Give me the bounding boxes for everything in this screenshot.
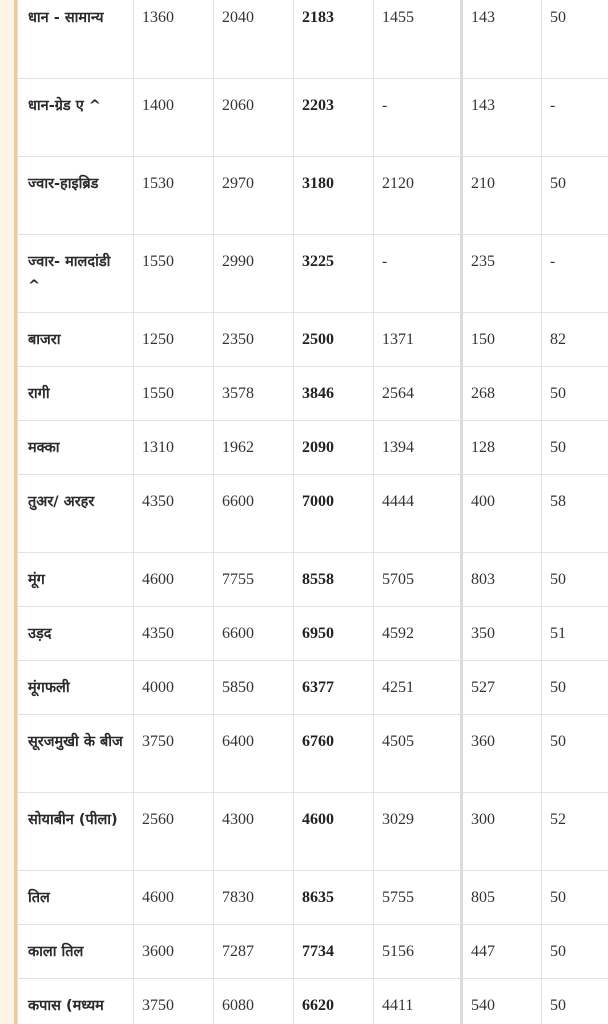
value-cell: 2060 [214,79,294,157]
value-cell: 4350 [134,607,214,661]
value-cell: 7830 [214,871,294,925]
msp-value-cell: 2500 [294,313,374,367]
msp-value-cell: 3846 [294,367,374,421]
value-cell: 2990 [214,235,294,313]
crop-name-cell: सूरजमुखी के बीज [18,715,134,793]
value-cell: 1962 [214,421,294,475]
msp-value-cell: 2090 [294,421,374,475]
crop-name-cell: ज्वार-हाइब्रिड [18,157,134,235]
value-cell: 50 [542,925,608,979]
value-cell: 52 [542,793,608,871]
table-row [18,421,608,475]
value-cell: 4411 [374,979,462,1024]
left-margin-strip [0,0,14,1024]
value-cell: 1360 [134,0,214,79]
msp-value-cell: 2203 [294,79,374,157]
value-cell: 805 [462,871,542,925]
table-row [18,925,608,979]
value-cell: 50 [542,979,608,1024]
value-cell: 3600 [134,925,214,979]
value-cell: 1455 [374,0,462,79]
table-row [18,235,608,313]
value-cell: 58 [542,475,608,553]
value-cell: 2120 [374,157,462,235]
value-cell: 6080 [214,979,294,1024]
value-cell: 1530 [134,157,214,235]
value-cell: 150 [462,313,542,367]
value-cell: - [374,79,462,157]
msp-value-cell: 3225 [294,235,374,313]
table-row [18,661,608,715]
value-cell: 4350 [134,475,214,553]
crop-name-cell: मूंग [18,553,134,607]
crop-name-cell: बाजरा [18,313,134,367]
value-cell: 360 [462,715,542,793]
value-cell: 6600 [214,607,294,661]
table-row [18,475,608,553]
value-cell: 50 [542,421,608,475]
value-cell: 1371 [374,313,462,367]
value-cell: 128 [462,421,542,475]
msp-value-cell: 3180 [294,157,374,235]
crop-name-cell: रागी [18,367,134,421]
value-cell: 350 [462,607,542,661]
msp-table [17,0,608,1024]
crop-name-cell: तिल [18,871,134,925]
crop-name-cell: धान-ग्रेड ए ^ [18,79,134,157]
value-cell: 1550 [134,367,214,421]
value-cell: 143 [462,0,542,79]
value-cell: - [542,79,608,157]
value-cell: 5755 [374,871,462,925]
table-row [18,79,608,157]
value-cell: 210 [462,157,542,235]
value-cell: 50 [542,157,608,235]
value-cell: 1400 [134,79,214,157]
crop-name-cell: सोयाबीन (पीला) [18,793,134,871]
value-cell: 400 [462,475,542,553]
value-cell: 4600 [134,871,214,925]
table-row [18,871,608,925]
crop-name-cell: मूंगफली [18,661,134,715]
table-row [18,979,608,1024]
crop-name-cell: मक्का [18,421,134,475]
crop-name-cell: ज्वार- मालदांडी ^ [18,235,134,313]
table-row [18,157,608,235]
value-cell: 3029 [374,793,462,871]
value-cell: 300 [462,793,542,871]
msp-value-cell: 6950 [294,607,374,661]
value-cell: 540 [462,979,542,1024]
value-cell: 3750 [134,715,214,793]
msp-value-cell: 4600 [294,793,374,871]
value-cell: 4444 [374,475,462,553]
value-cell: 5850 [214,661,294,715]
value-cell: 1310 [134,421,214,475]
crop-name-cell: धान - सामान्य [18,0,134,79]
value-cell: 82 [542,313,608,367]
value-cell: 6400 [214,715,294,793]
value-cell: 4300 [214,793,294,871]
value-cell: 3578 [214,367,294,421]
table-row [18,553,608,607]
value-cell: 4600 [134,553,214,607]
msp-value-cell: 2183 [294,0,374,79]
msp-value-cell: 6620 [294,979,374,1024]
value-cell: 527 [462,661,542,715]
value-cell: - [542,235,608,313]
table-row [18,0,608,79]
value-cell: 50 [542,0,608,79]
value-cell: 51 [542,607,608,661]
value-cell: 7287 [214,925,294,979]
msp-value-cell: 7000 [294,475,374,553]
value-cell: 4251 [374,661,462,715]
value-cell: 803 [462,553,542,607]
value-cell: 2564 [374,367,462,421]
value-cell: 2560 [134,793,214,871]
table-row [18,607,608,661]
value-cell: 3750 [134,979,214,1024]
value-cell: 7755 [214,553,294,607]
value-cell: 4505 [374,715,462,793]
value-cell: 50 [542,553,608,607]
value-cell: 6600 [214,475,294,553]
value-cell: 268 [462,367,542,421]
value-cell: 2350 [214,313,294,367]
value-cell: - [374,235,462,313]
table-row [18,367,608,421]
crop-name-cell: काला तिल [18,925,134,979]
value-cell: 4592 [374,607,462,661]
value-cell: 1550 [134,235,214,313]
value-cell: 143 [462,79,542,157]
table-row [18,793,608,871]
value-cell: 50 [542,661,608,715]
msp-value-cell: 8558 [294,553,374,607]
value-cell: 2970 [214,157,294,235]
value-cell: 1394 [374,421,462,475]
msp-value-cell: 7734 [294,925,374,979]
msp-value-cell: 6760 [294,715,374,793]
msp-table-body [18,0,608,1024]
msp-value-cell: 6377 [294,661,374,715]
value-cell: 235 [462,235,542,313]
value-cell: 5156 [374,925,462,979]
value-cell: 2040 [214,0,294,79]
value-cell: 447 [462,925,542,979]
crop-name-cell: उड़द [18,607,134,661]
crop-name-cell: तुअर/ अरहर [18,475,134,553]
table-row [18,313,608,367]
msp-value-cell: 8635 [294,871,374,925]
value-cell: 50 [542,871,608,925]
crop-name-cell: कपास (मध्यम [18,979,134,1024]
value-cell: 50 [542,367,608,421]
value-cell: 5705 [374,553,462,607]
value-cell: 50 [542,715,608,793]
value-cell: 1250 [134,313,214,367]
msp-table-container[interactable] [17,0,608,1024]
value-cell: 4000 [134,661,214,715]
table-row [18,715,608,793]
